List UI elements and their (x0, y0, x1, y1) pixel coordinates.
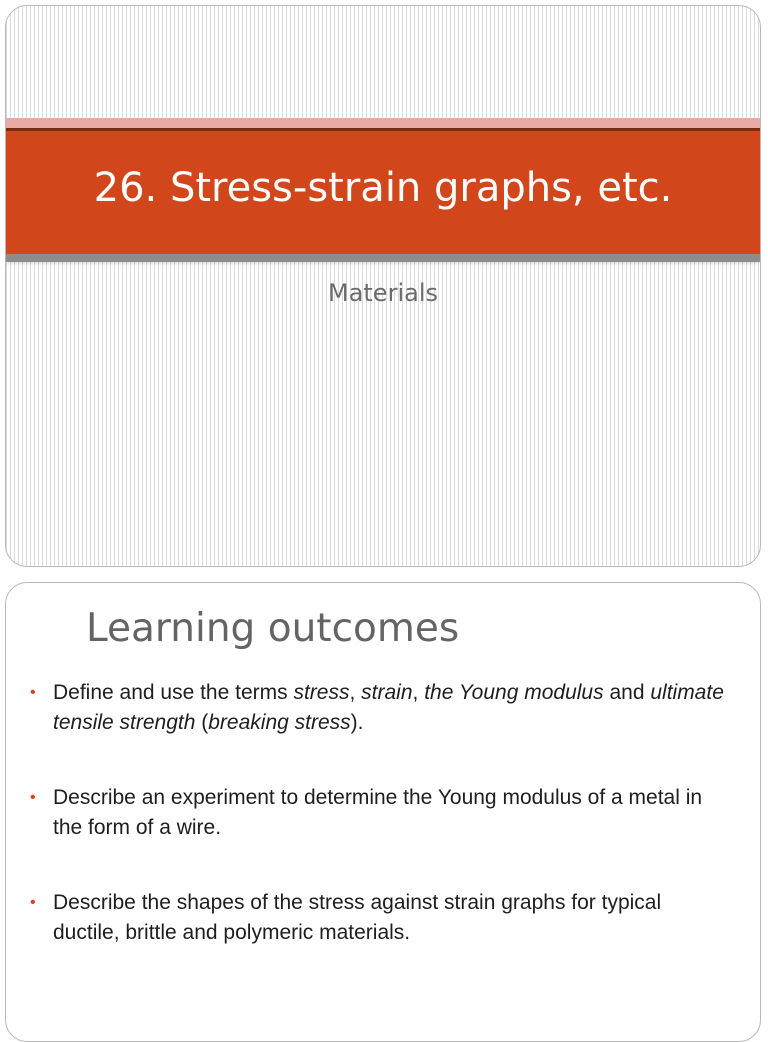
title-bottom-strip (6, 254, 760, 262)
slide-subtitle: Materials (327, 279, 438, 307)
title-top-strip (6, 118, 760, 128)
list-item (28, 678, 728, 738)
term-strain: strain (361, 681, 413, 704)
bullet-icon: • (30, 894, 36, 911)
bullet-text-part: and (603, 681, 651, 704)
bullet-text-part: ). (350, 711, 364, 734)
term-young-modulus: the Young modulus (424, 681, 604, 704)
outcomes-list (28, 678, 728, 993)
list-item (28, 888, 728, 948)
bullet-icon: • (30, 789, 36, 806)
bullet-text: Describe the shapes of the stress against strain graphs for typical ductile, brittle and polymeric materials. (53, 891, 662, 944)
term-ultimate-tensile-strength: ultimate tensile strength (53, 681, 724, 734)
bullet-text-part: ( (195, 711, 209, 734)
bullet-text-part: , (349, 681, 362, 704)
bullet-icon: • (30, 684, 36, 701)
list-item (28, 783, 728, 843)
outcomes-heading: Learning outcomes (86, 606, 460, 651)
title-slide (5, 5, 761, 567)
term-breaking-stress: breaking stress (208, 711, 351, 734)
slide-title: 26. Stress-strain graphs, etc. (93, 165, 673, 211)
bullet-text-part: Define and use the terms (53, 681, 294, 704)
term-stress: stress (293, 681, 350, 704)
bullet-text-part: , (412, 681, 425, 704)
learning-outcomes-slide (5, 582, 761, 1042)
bullet-text: Describe an experiment to determine the Young modulus of a metal in the form of a wire. (53, 786, 703, 839)
